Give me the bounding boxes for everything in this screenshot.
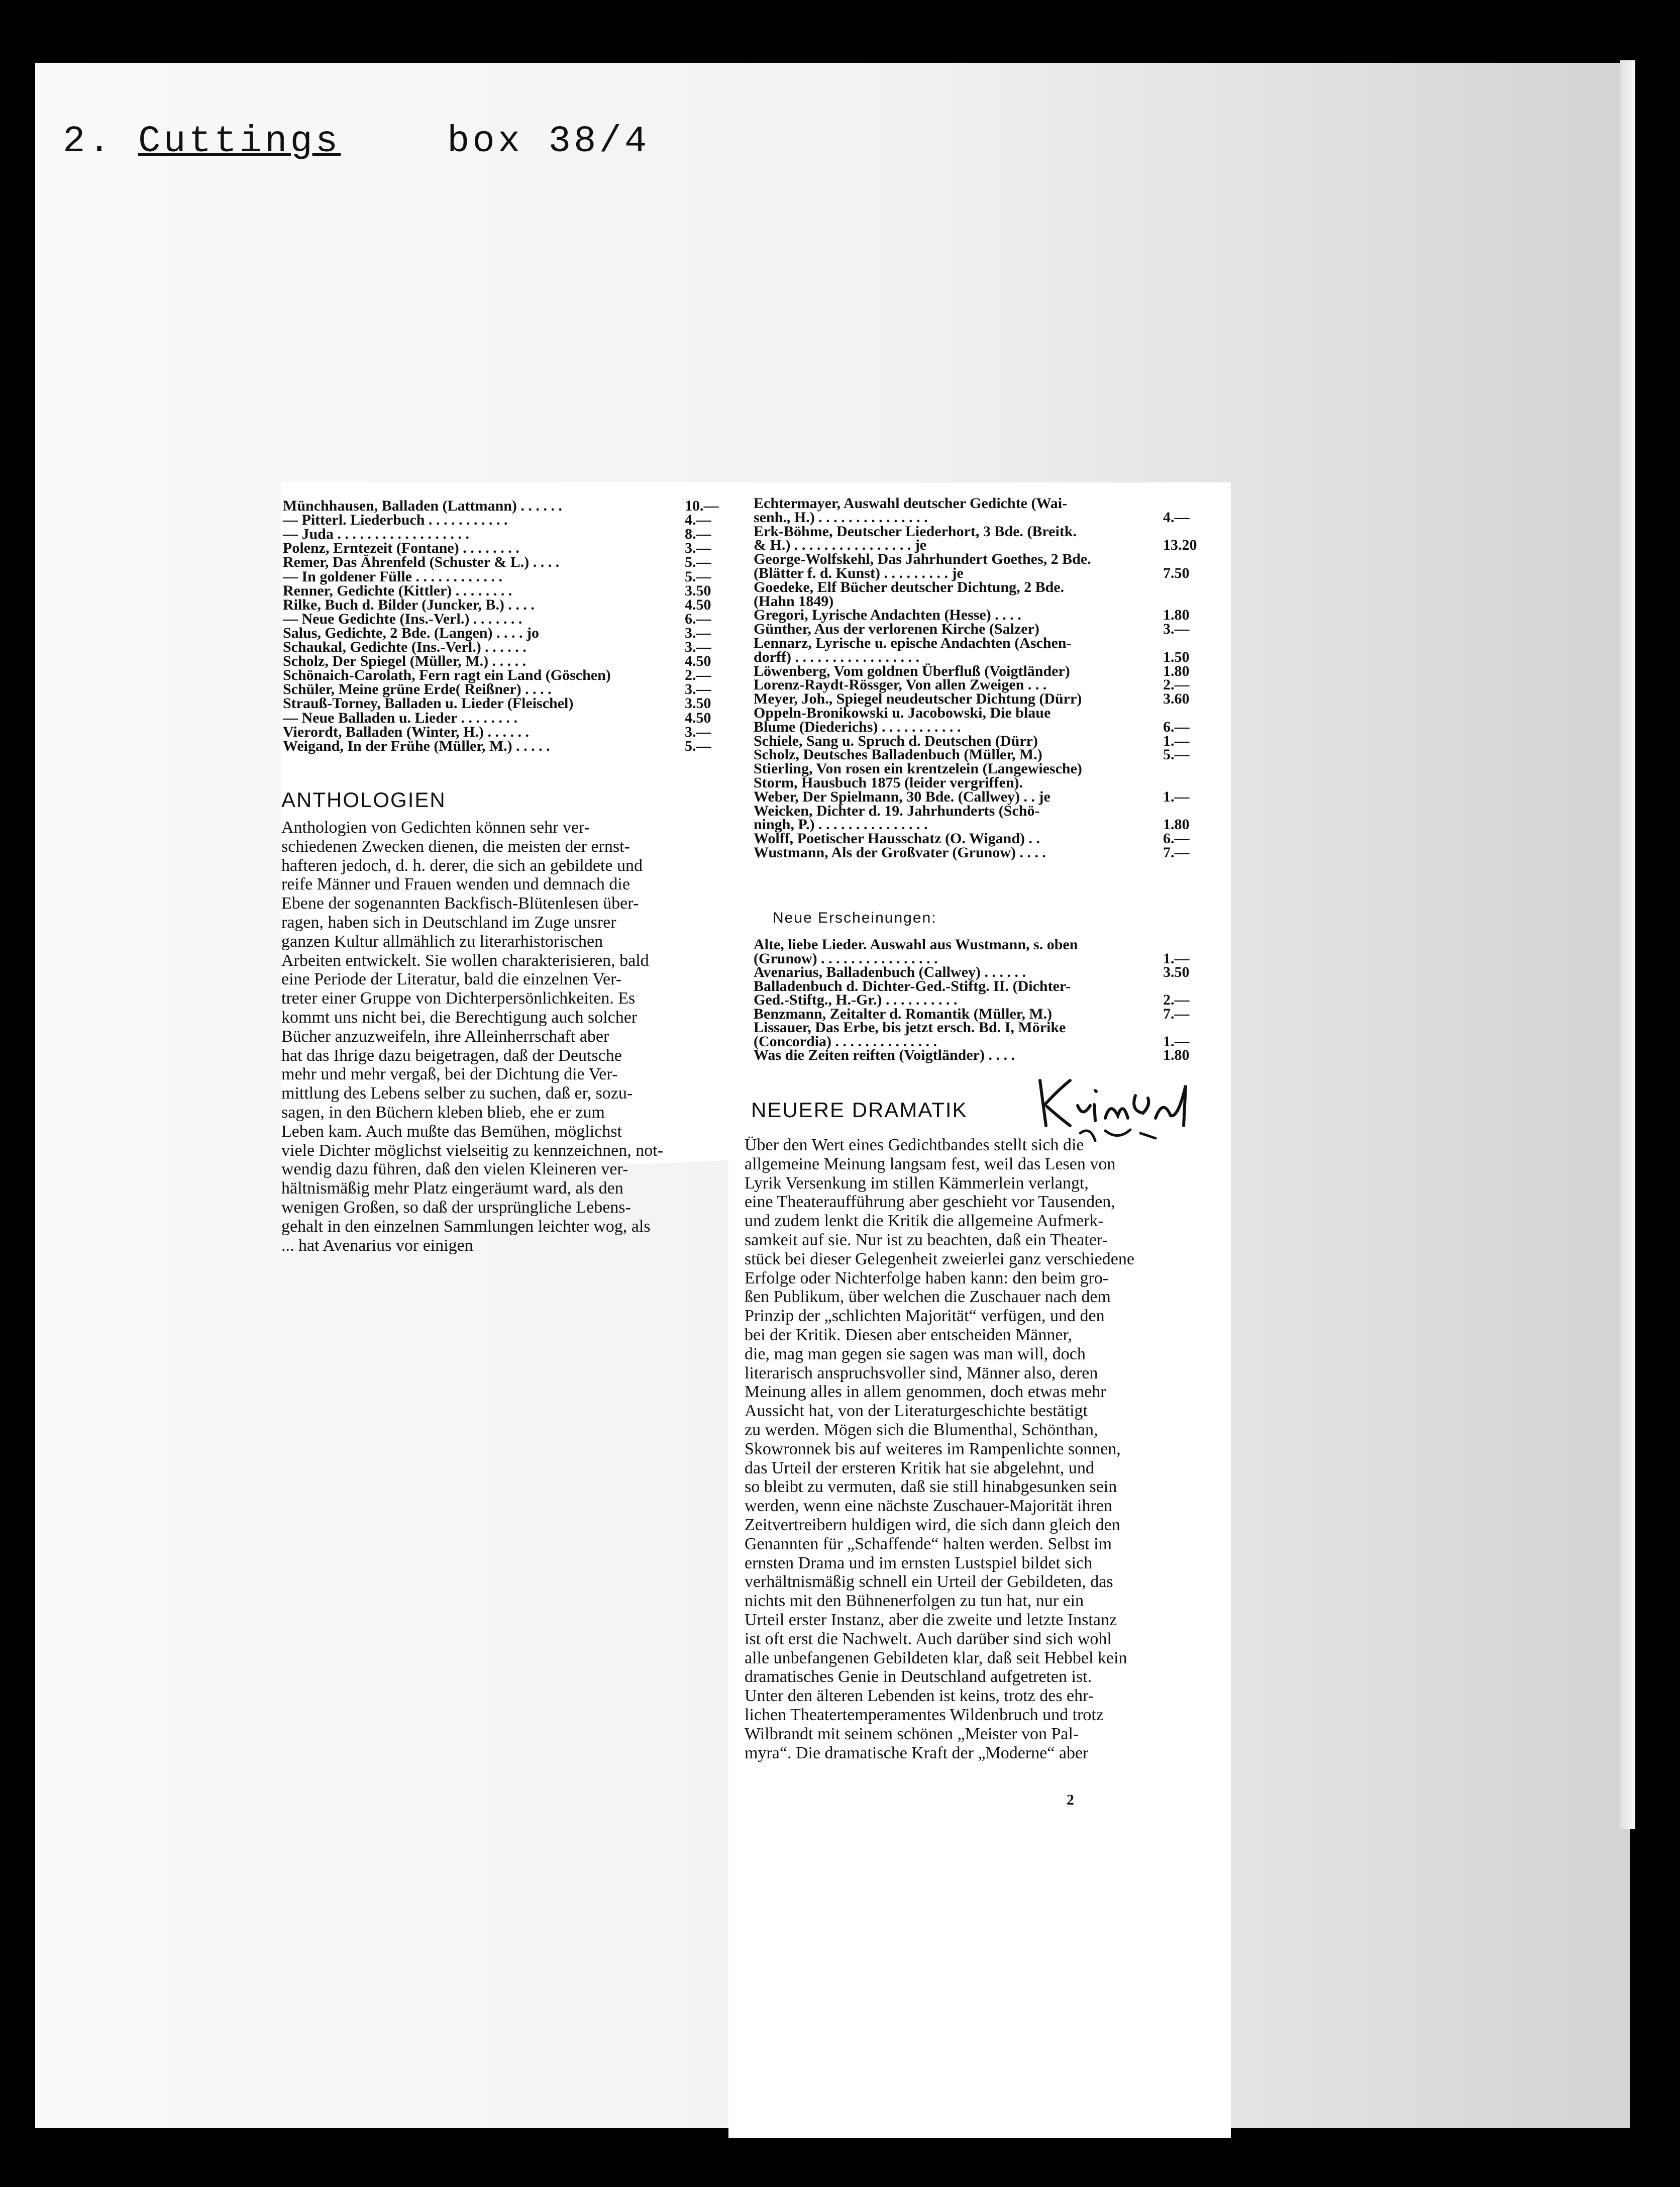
neue-list-item-title: (Concordia) . . . . . . . . . . . . . .: [754, 1033, 937, 1050]
left-list-item-title: — In goldener Fülle . . . . . . . . . . . .: [283, 568, 502, 585]
dramatik-line: Genannten für „Schaffende“ halten werden. Selbst im: [745, 1534, 1112, 1553]
left-list-item-title: — Neue Balladen u. Lieder . . . . . . . .: [283, 709, 517, 726]
dramatik-line: bei der Kritik. Diesen aber entscheiden Männer,: [745, 1325, 1072, 1344]
left-list-item-price: 5.—: [685, 554, 711, 571]
anthologien-line: Bücher anzuzweifeln, ihre Alleinherrschaft aber: [281, 1027, 609, 1046]
dramatik-line: allgemeine Meinung langsam fest, weil das Lesen von: [745, 1154, 1116, 1173]
anthologien-line: wendig dazu führen, daß den vielen Kleineren ver-: [281, 1160, 628, 1179]
anthologien-line: kommt uns nicht bei, die Berechtigung auch solcher: [281, 1008, 638, 1027]
anthologien-heading: ANTHOLOGIEN: [281, 788, 446, 812]
dramatik-line: ernsten Drama und im ernsten Lustspiel bildet sich: [745, 1553, 1093, 1572]
dramatik-line: Zeitvertreibern huldigen wird, die sich dann gleich den: [745, 1515, 1120, 1534]
left-list-item-price: 2.—: [685, 667, 711, 684]
dramatik-line: stück bei dieser Gelegenheit zweierlei ganz verschiedene: [745, 1249, 1134, 1268]
right-list-item-title: Löwenberg, Vom goldnen Überfluß (Voigtländer): [754, 662, 1070, 679]
left-list-item-price: 4.50: [685, 596, 711, 613]
dramatik-line: Urteil erster Instanz, aber die zweite und letzte Instanz: [745, 1610, 1117, 1629]
neue-list-item: [754, 1047, 1190, 1064]
left-list-item-title: Strauß-Torney, Balladen u. Lieder (Fleischel): [283, 695, 574, 712]
neue-list-item-title: Was die Zeiten reiften (Voigtländer) . . . .: [754, 1047, 1015, 1063]
anthologien-line: schiedenen Zwecken dienen, die meisten der ernst-: [281, 837, 630, 856]
left-list-item-price: 5.—: [685, 568, 711, 585]
right-list-item-title: Echtermayer, Auswahl deutscher Gedichte (Wai-: [754, 495, 1068, 512]
right-list-item-price: 6.—: [1163, 718, 1190, 735]
anthologien-line: eine Periode der Literatur, bald die einzelnen Ver-: [281, 970, 622, 989]
dramatik-line: nichts mit den Bühnenerfolgen zu tun hat, nur ein: [745, 1592, 1084, 1611]
neue-list-item-title: Ged.-Stiftg., H.-Gr.) . . . . . . . . . .: [754, 991, 958, 1008]
right-list-item-title: George-Wolfskehl, Das Jahrhundert Goethes, 2 Bde.: [754, 551, 1091, 568]
dramatik-line: das Urteil der ersteren Kritik hat sie abgelehnt, und: [745, 1458, 1094, 1477]
left-list-item-title: Schaukal, Gedichte (Ins.-Verl.) . . . . . .: [283, 639, 527, 655]
neue-list-item-title: (Grunow) . . . . . . . . . . . . . . . .: [754, 950, 938, 967]
anthologien-text: [281, 818, 723, 1255]
neue-heading: Neue Erscheinungen:: [773, 910, 937, 926]
neue-list-item-price: 7.—: [1163, 1005, 1190, 1022]
anthologien-line: mehr und mehr vergaß, bei der Dichtung die Ver-: [281, 1065, 618, 1084]
right-list-item-title: Lorenz-Raydt-Rössger, Von allen Zweigen . . .: [754, 676, 1047, 693]
neue-list-item-price: 1.—: [1163, 950, 1190, 967]
anthologien-line: reife Männer und Frauen wenden und demnach die: [281, 875, 630, 894]
anthologien-line: gehalt in den einzelnen Sammlungen leichter wog, als: [281, 1217, 651, 1236]
right-list-item-title: Stierling, Von rosen ein krentzelein (Langewiesche): [754, 760, 1082, 777]
dramatik-line: werden, wenn eine nächste Zuschauer-Majorität ihren: [745, 1497, 1112, 1516]
dramatik-line: zu werden. Mögen sich die Blumenthal, Schönthan,: [745, 1420, 1098, 1439]
dramatik-line: verhältnismäßig schnell ein Urteil der Gebildeten, das: [745, 1572, 1113, 1592]
dramatik-line: Wilbrandt mit seinem schönen „Meister von Pal-: [745, 1724, 1079, 1743]
neue-list-item-title: Avenarius, Balladenbuch (Callwey) . . . . . .: [754, 964, 1026, 980]
left-list-item-title: Schüler, Meine grüne Erde( Reißner) . . . .: [283, 681, 552, 698]
dramatik-line: eine Theateraufführung aber geschieht vor Tausenden,: [745, 1192, 1115, 1212]
anthologien-line: hältnismäßig mehr Platz eingeräumt ward, als den: [281, 1179, 623, 1198]
anthologien-line: treter einer Gruppe von Dichterpersönlichkeiten. Es: [281, 989, 636, 1008]
header-box: box 38/4: [447, 121, 650, 163]
right-list-item-title: Blume (Diederichs) . . . . . . . . . . .: [754, 718, 961, 735]
neue-list-item-title: Balladenbuch d. Dichter-Ged.-Stiftg. II. (Dichter-: [754, 977, 1071, 995]
right-list-item-price: 1.—: [1163, 732, 1190, 749]
right-list-item-title: Weber, Der Spielmann, 30 Bde. (Callwey) . . je: [754, 788, 1051, 805]
left-list-item-price: 4.50: [685, 653, 711, 670]
right-list-item-price: 13.20: [1163, 537, 1197, 554]
right-list-item-price: 3.—: [1163, 621, 1190, 638]
right-list-item-price: 5.—: [1163, 746, 1190, 763]
right-list-item-title: & H.) . . . . . . . . . . . . . . . . je: [754, 537, 927, 554]
left-list-item-price: 8.—: [685, 526, 711, 543]
dramatik-heading: NEUERE DRAMATIK: [751, 1098, 968, 1122]
right-list-item-title: Erk-Böhme, Deutscher Liederhort, 3 Bde. (Breitk.: [754, 523, 1077, 540]
dramatik-line: die, mag man gegen sie sagen was man will, doch: [745, 1344, 1086, 1363]
left-list-item-price: 4.50: [685, 709, 711, 726]
anthologien-line: hafteren jedoch, d. h. derer, die sich an gebildete und: [281, 856, 643, 875]
dramatik-line: ßen Publikum, über welchen die Zuschauer nach dem: [745, 1287, 1111, 1307]
anthologien-line: ganzen Kultur allmählich zu literarhistorischen: [281, 932, 603, 951]
right-list-item-title: (Hahn 1849): [754, 592, 834, 610]
right-list-item-title: Wustmann, Als der Großvater (Grunow) . . . .: [754, 844, 1046, 861]
left-list-item-title: Schönaich-Carolath, Fern ragt ein Land (Göschen): [283, 667, 611, 684]
dramatik-line: Prinzip der „schlichten Majorität“ verfügen, und den: [745, 1307, 1105, 1326]
neue-list-item-price: 1.—: [1163, 1033, 1190, 1050]
left-list-item-price: 3.—: [685, 624, 711, 641]
right-list-item-price: 1.—: [1163, 788, 1190, 805]
right-list-item-price: 7.—: [1163, 844, 1190, 861]
left-list-item-title: — Pitterl. Liederbuch . . . . . . . . . . .: [283, 512, 508, 529]
left-list-item-title: — Juda . . . . . . . . . . . . . . . . . .: [283, 526, 469, 543]
right-list-item: [754, 844, 1190, 861]
header-number: 2.: [63, 121, 114, 163]
right-list-item-price: 1.80: [1163, 662, 1190, 679]
left-list-item-title: Remer, Das Ährenfeld (Schuster & L.) . . . .: [283, 554, 560, 571]
left-list-item-title: Polenz, Erntezeit (Fontane) . . . . . . . .: [283, 540, 519, 557]
right-list-item-title: Scholz, Deutsches Balladenbuch (Müller, M.): [754, 746, 1042, 763]
page-number: 2: [1067, 1792, 1074, 1808]
right-list-item-title: Gregori, Lyrische Andachten (Hesse) . . . .: [754, 607, 1021, 624]
dramatik-text: [745, 1136, 1224, 1762]
right-list-item-title: ningh, P.) . . . . . . . . . . . . . . .: [754, 816, 928, 833]
neue-list-item-price: 3.50: [1163, 964, 1190, 980]
right-list-item-price: 1.50: [1163, 648, 1190, 665]
right-list-item-title: Oppeln-Bronikowski u. Jacobowski, Die blaue: [754, 705, 1051, 721]
anthologien-line: ... hat Avenarius vor einigen: [281, 1236, 473, 1255]
right-list-item-title: Storm, Hausbuch 1875 (leider vergriffen).: [754, 774, 1023, 791]
left-list-item-title: — Neue Gedichte (Ins.-Verl.) . . . . . . .: [283, 610, 522, 627]
dramatik-line: Erfolge oder Nichterfolge haben kann: den beim gro-: [745, 1268, 1109, 1287]
right-list-item-price: 4.—: [1163, 509, 1190, 526]
left-list-item-price: 3.50: [685, 695, 711, 712]
left-list-item-price: 3.—: [685, 639, 711, 655]
left-list-item-price: 4.—: [685, 512, 711, 529]
left-list-item-title: Weigand, In der Frühe (Müller, M.) . . . . .: [283, 737, 550, 754]
right-list-item-title: Wolff, Poetischer Hausschatz (O. Wigand) . .: [754, 830, 1040, 847]
dramatik-line: ist oft erst die Nachwelt. Auch darüber sind sich wohl: [745, 1629, 1112, 1648]
right-list-item-title: (Blätter f. d. Kunst) . . . . . . . . . je: [754, 565, 964, 581]
dramatik-line: samkeit auf sie. Nur ist zu beachten, daß ein Theater-: [745, 1230, 1108, 1249]
right-list-item-title: dorff) . . . . . . . . . . . . . . . . .: [754, 648, 919, 665]
anthologien-line: viele Dichter möglichst vielseitig zu kennzeichnen, not-: [281, 1141, 664, 1160]
right-list-item-title: Weicken, Dichter d. 19. Jahrhunderts (Schö-: [754, 802, 1040, 819]
sheet-edge: [1620, 60, 1635, 1829]
anthologien-line: Ebene der sogenannten Backfisch-Blütenlesen über-: [281, 894, 639, 913]
dramatik-line: lichen Theatertemperamentes Wildenbruch und trotz: [745, 1705, 1104, 1724]
right-list-item-price: 2.—: [1163, 676, 1190, 693]
dramatik-line: myra“. Die dramatische Kraft der „Moderne“ aber: [745, 1743, 1089, 1762]
left-list-item-title: Vierordt, Balladen (Winter, H.) . . . . . .: [283, 723, 529, 740]
left-list-item-price: 3.—: [685, 540, 711, 557]
dramatik-line: Skowronnek bis auf weiteres im Rampenlichte sonnen,: [745, 1439, 1121, 1458]
neue-list-item-price: 2.—: [1163, 991, 1190, 1008]
dramatik-line: Unter den älteren Lebenden ist keins, trotz des ehr-: [745, 1686, 1094, 1706]
dramatik-line: dramatisches Genie in Deutschland aufgetreten ist.: [745, 1667, 1092, 1686]
right-list-item-price: 1.80: [1163, 607, 1190, 624]
dramatik-line: Aussicht hat, von der Literaturgeschichte bestätigt: [745, 1402, 1088, 1421]
right-list-item-title: Meyer, Joh., Spiegel neudeutscher Dichtung (Dürr): [754, 690, 1082, 708]
dramatik-line: Meinung alles in allem genommen, doch etwas mehr: [745, 1382, 1106, 1402]
anthologien-line: sagen, in den Büchern kleben blieb, ehe er zum: [281, 1103, 605, 1122]
dramatik-line: alle unbefangenen Gebildeten klar, daß seit Hebbel kein: [745, 1648, 1127, 1667]
left-list-item-title: Münchhausen, Balladen (Lattmann) . . . . . .: [283, 498, 562, 514]
anthologien-line: Arbeiten entwickelt. Sie wollen charakterisieren, bald: [281, 951, 649, 970]
left-list-item-price: 5.—: [685, 737, 711, 754]
right-list-item-price: 3.60: [1163, 690, 1190, 708]
header-section: Cuttings: [138, 121, 341, 163]
left-list-item-title: Rilke, Buch d. Bilder (Juncker, B.) . . . .: [283, 596, 535, 613]
right-list-item-price: 1.80: [1163, 816, 1190, 833]
left-list-item-title: Renner, Gedichte (Kittler) . . . . . . . .: [283, 582, 512, 599]
dramatik-line: Über den Wert eines Gedichtbandes stellt sich die: [745, 1136, 1084, 1154]
dramatik-line: literarisch anspruchsvoller sind, Männer also, deren: [745, 1363, 1098, 1382]
right-list-item-price: 7.50: [1163, 565, 1190, 581]
left-list-item-price: 3.50: [685, 582, 711, 599]
anthologien-line: wenigen Großen, so daß der ursprüngliche Lebens-: [281, 1198, 631, 1217]
left-list-item-price: 10.—: [685, 498, 719, 514]
left-list-item-title: Scholz, Der Spiegel (Müller, M.) . . . . .: [283, 653, 527, 670]
left-list-item-title: Salus, Gedichte, 2 Bde. (Langen) . . . . jo: [283, 624, 540, 641]
left-list-item: [283, 737, 711, 755]
dramatik-line: so bleibt zu vermuten, daß sie still hinabgesunken sein: [745, 1477, 1117, 1497]
left-list-item-price: 3.—: [685, 681, 711, 698]
dramatik-line: Lyrik Versenkung im stillen Kämmerlein verlangt,: [745, 1173, 1089, 1192]
neue-list-item-price: 1.80: [1163, 1047, 1190, 1063]
anthologien-line: ragen, haben sich in Deutschland im Zuge unsrer: [281, 913, 616, 932]
anthologien-line: Anthologien von Gedichten können sehr ver-: [281, 818, 590, 837]
anthologien-line: hat das Ihrige dazu beigetragen, daß der Deutsche: [281, 1046, 622, 1065]
right-list-item-price: 6.—: [1163, 830, 1190, 847]
neue-list-item-title: Lissauer, Das Erbe, bis jetzt ersch. Bd. I, Mörike: [754, 1019, 1066, 1036]
left-list-item-price: 3.—: [685, 723, 711, 740]
anthologien-line: mittlung des Lebens selber zu suchen, daß er, sozu-: [281, 1084, 633, 1103]
neue-list-item-title: Alte, liebe Lieder. Auswahl aus Wustmann, s. oben: [754, 936, 1078, 953]
right-list-item-title: Günther, Aus der verlorenen Kirche (Salzer): [754, 621, 1039, 638]
neue-list-item-title: Benzmann, Zeitalter d. Romantik (Müller, M.): [754, 1005, 1053, 1022]
dramatik-line: und zudem lenkt die Kritik die allgemeine Aufmerk-: [745, 1212, 1104, 1231]
right-list-item-title: Lennarz, Lyrische u. epische Andachten (Aschen-: [754, 635, 1072, 651]
left-list-item-price: 6.—: [685, 610, 711, 627]
anthologien-line: Leben kam. Auch mußte das Bemühen, möglichst: [281, 1122, 622, 1141]
right-list-item-title: Goedeke, Elf Bücher deutscher Dichtung, 2 Bde.: [754, 578, 1065, 595]
right-list-item-title: senh., H.) . . . . . . . . . . . . . . .: [754, 509, 928, 526]
right-list-item-title: Schiele, Sang u. Spruch d. Deutschen (Dürr): [754, 732, 1038, 749]
